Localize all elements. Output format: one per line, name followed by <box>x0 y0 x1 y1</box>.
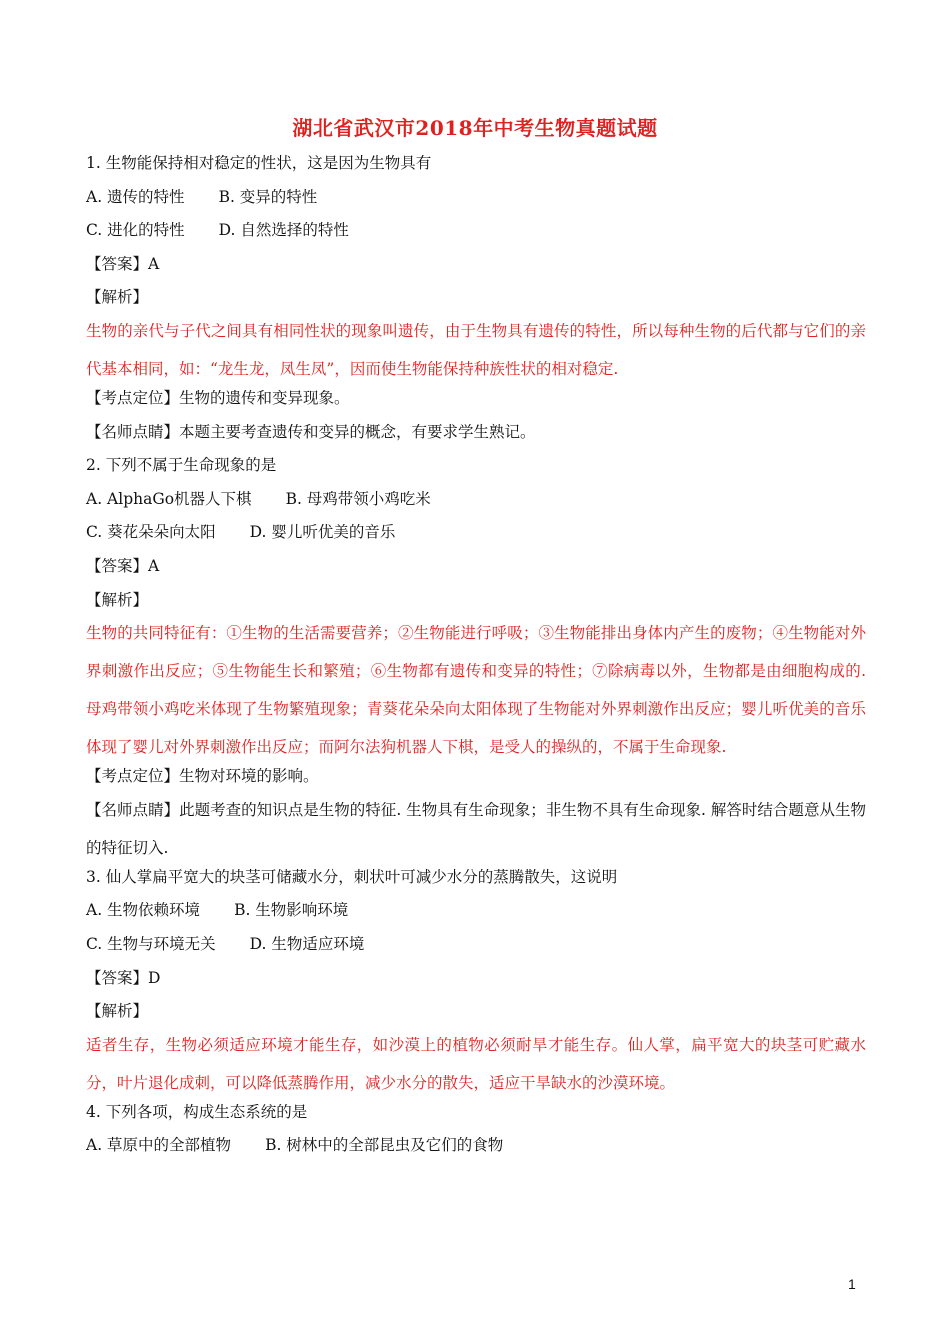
option-b: B. 生物影响环境 <box>234 901 349 920</box>
document-body <box>86 150 866 1166</box>
analysis-text: 生物的共同特征有：①生物的生活需要营养；②生物能进行呼吸；③生物能排出身体内产生的废物；④生物能对外界刺激作出反应；⑤生物能生长和繁殖；⑥生物都有遗传和变异的特性；⑦除病毒以外，生物都是由细胞构成的. 母鸡带领小鸡吃米体现了生物繁殖现象；青葵花朵朵向太阳体现了生物能对外界刺激作出反应；婴儿听优美的音乐体现了婴儿对外界刺激作出反应；而阿尔法狗机器人下棋，是受人的操纵的，不属于生命现象. <box>86 624 866 757</box>
question-4 <box>86 1099 866 1166</box>
option-d: D. 生物适应环境 <box>249 934 365 953</box>
question-3 <box>86 864 866 1102</box>
analysis-label: 【解析】 <box>86 288 149 307</box>
option-b: B. 母鸡带领小鸡吃米 <box>285 489 431 508</box>
option-b: B. 树林中的全部昆虫及它们的食物 <box>265 1136 504 1155</box>
option-c: C. 生物与环境无关 <box>86 934 216 953</box>
question-stem: 4. 下列各项，构成生态系统的是 <box>86 1102 308 1121</box>
kaodian-dingwei: 【考点定位】生物的遗传和变异现象。 <box>86 388 350 407</box>
option-b: B. 变异的特性 <box>218 187 318 206</box>
analysis-label: 【解析】 <box>86 1002 149 1021</box>
analysis-text: 生物的亲代与子代之间具有相同性状的现象叫遗传，由于生物具有遗传的特性，所以每种生物的后代都与它们的亲代基本相同，如：“龙生龙，凤生凤”，因而使生物能保持种族性状的相对稳定. <box>86 321 866 378</box>
question-1 <box>86 150 866 452</box>
option-row <box>86 897 866 931</box>
option-row <box>86 931 866 965</box>
analysis-label: 【解析】 <box>86 590 149 609</box>
option-a: A. 遗传的特性 <box>86 187 185 206</box>
mingshi-dianjing: 【名师点睛】此题考查的知识点是生物的特征. 生物具有生命现象；非生物不具有生命现象. 解答时结合题意从生物的特征切入. <box>86 800 866 857</box>
answer: 【答案】D <box>86 968 161 987</box>
option-d: D. 自然选择的特性 <box>218 221 349 240</box>
question-stem: 1. 生物能保持相对稳定的性状，这是因为生物具有 <box>86 154 432 172</box>
answer: 【答案】A <box>86 254 160 273</box>
option-row <box>86 184 866 218</box>
question-stem: 2. 下列不属于生命现象的是 <box>86 456 277 475</box>
analysis-text: 适者生存，生物必须适应环境才能生存，如沙漠上的植物必须耐旱才能生存。仙人掌，扁平宽大的块茎可贮藏水分，叶片退化成刺，可以降低蒸腾作用，减少水分的散失，适应干旱缺水的沙漠环境。 <box>86 1035 866 1092</box>
page-number: 1 <box>848 1276 856 1292</box>
option-d: D. 婴儿听优美的音乐 <box>249 523 396 542</box>
mingshi-dianjing: 【名师点睛】本题主要考查遗传和变异的概念，有要求学生熟记。 <box>86 422 536 441</box>
option-a: A. AlphaGo机器人下棋 <box>86 489 252 508</box>
option-row <box>86 1132 866 1166</box>
option-row <box>86 217 866 251</box>
option-c: C. 葵花朵朵向太阳 <box>86 523 216 542</box>
option-a: A. 生物依赖环境 <box>86 901 201 920</box>
option-a: A. 草原中的全部植物 <box>86 1136 232 1155</box>
option-c: C. 进化的特性 <box>86 221 185 240</box>
page-title: 湖北省武汉市2018年中考生物真题试题 <box>292 116 658 140</box>
question-stem: 3. 仙人掌扁平宽大的块茎可储藏水分，刺状叶可减少水分的蒸腾散失，这说明 <box>86 867 618 886</box>
kaodian-dingwei: 【考点定位】生物对环境的影响。 <box>86 767 319 786</box>
answer: 【答案】A <box>86 556 160 575</box>
question-2 <box>86 452 866 867</box>
option-row <box>86 486 866 520</box>
option-row <box>86 519 866 553</box>
